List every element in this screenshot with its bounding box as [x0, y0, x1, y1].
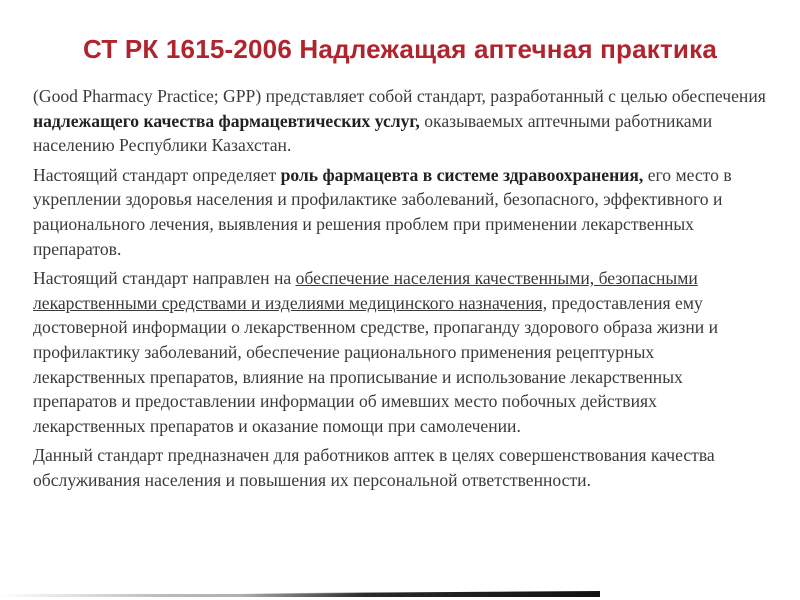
paragraph-text: оказываемых аптечными работниками населению Республики Казахстан.	[33, 110, 713, 156]
slide-title: СТ РК 1615-2006 Надлежащая аптечная практика	[83, 34, 717, 64]
paragraph-text: (Good Pharmacy Practice; GPP) представляет собой стандарт, разработанный с целью обеспечения	[33, 86, 766, 106]
paragraph-text: Настоящий стандарт направлен на	[33, 268, 296, 289]
footer-dark-stripe	[240, 591, 600, 597]
paragraph-audience	[33, 443, 768, 492]
paragraph-text: его место в укреплении здоровья населения и профилактике заболеваний, безопасного, эффективного и рационального лечения, выявления и решения проблем при применении лекарственных препаратов.	[33, 164, 732, 259]
paragraph-gpp-definition	[33, 84, 768, 158]
paragraph-text: предоставления ему достоверной информации о лекарственном средстве, пропаганду здорового образа жизни и профилактику заболеваний, обеспечение рационального применения рецептурных лекарственных препаратов, влияние на прописывание и использование лекарственных препаратов и предоставлении информации об имевших место побочных действиях лекарственных препаратов и оказание помощи при самолечении.	[33, 292, 718, 436]
paragraph-text: Данный стандарт предназначен для работников аптек в целях совершенствования качества обслуживания населения и повышения их персональной ответственности.	[33, 445, 715, 490]
footer-decoration	[0, 586, 800, 600]
paragraph-standard-aim	[33, 266, 768, 438]
paragraph-text: Настоящий стандарт определяет	[33, 164, 281, 185]
bold-phrase: роль фармацевта в системе здравоохранения,	[280, 164, 644, 185]
underlined-phrase: обеспечение населения качественными, безопасными лекарственными средствами и изделиями медицинского назначения,	[33, 268, 698, 313]
slide-body	[33, 84, 768, 498]
paragraph-pharmacist-role	[33, 163, 768, 261]
bold-phrase: надлежащего качества фармацевтических услуг,	[33, 110, 420, 131]
